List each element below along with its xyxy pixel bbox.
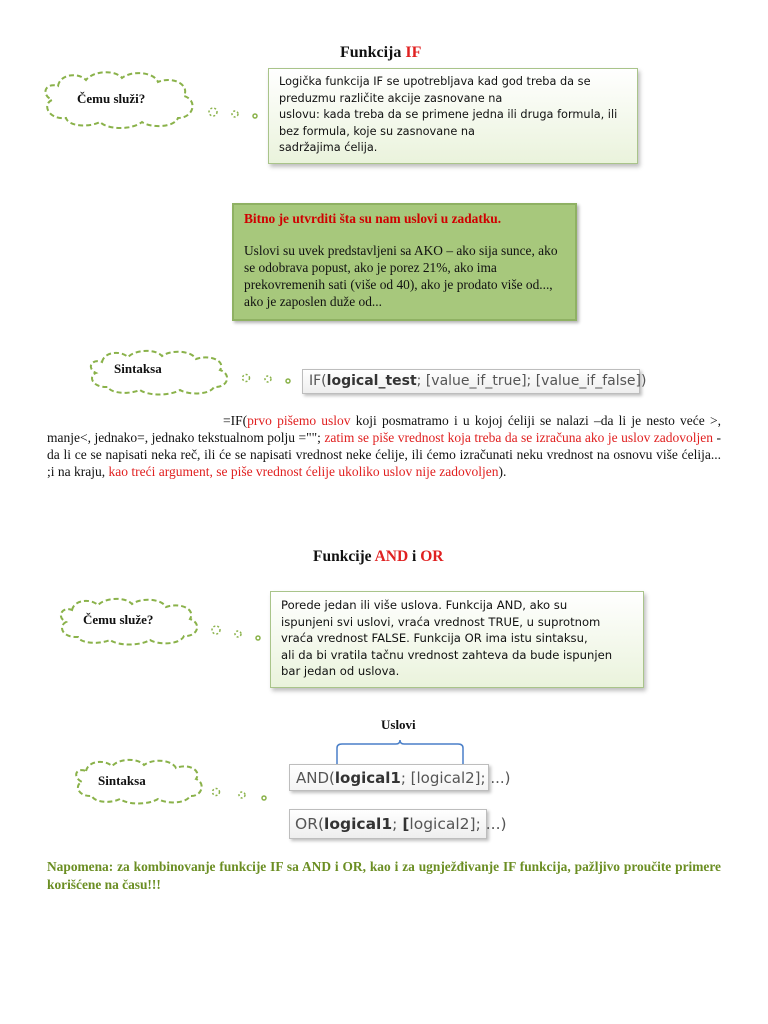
- if-desc-line: preduzmu različite akcije zasnovane na: [279, 91, 503, 105]
- if-desc-line: Logička funkcija IF se upotrebljava kad god treba da se: [279, 75, 591, 88]
- if-syntax-box: IF(logical_test; [value_if_true]; [value_if_false]): [302, 369, 640, 394]
- and-or-desc-line: vraća vrednost FALSE. Funkcija OR ima istu sintaksu,: [281, 631, 588, 645]
- and-or-desc-line: ali da bi vratila tačnu vrednost zahteva da bude ispunjen: [281, 647, 613, 662]
- if-highlight: IF: [405, 44, 422, 61]
- cloud-label-cemu-sluze: Čemu služe?: [83, 612, 154, 627]
- and-or-description-box: [270, 591, 644, 688]
- cloud-label-sintaksa: Sintaksa: [114, 361, 162, 376]
- section2-title: Funkcije AND i OR: [313, 548, 444, 565]
- cloud-label-cemu-sluzi: Čemu služi?: [77, 91, 146, 106]
- thought-dots-2: [238, 368, 298, 388]
- thought-dots-4: [208, 782, 272, 806]
- if-desc-line: bez formula, koje su zasnovane na: [279, 124, 475, 138]
- or-syntax-arg1: logical1: [324, 815, 393, 833]
- thought-dots-1: [205, 102, 265, 122]
- or-syntax-box: OR(logical1; [logical2]; ...): [289, 809, 487, 839]
- conditions-text: Uslovi su uvek predstavljeni sa AKO – ako sija sunce, ako se odobrava popust, ako je porez 21%, ako ima prekovremenih sati (više od 40), ako je prodato više od..., ako je zaposlen duže od...: [244, 243, 558, 309]
- and-syntax-box: AND(logical1; [logical2]; ...): [289, 764, 489, 791]
- if-explanation-paragraph: =IF(prvo pišemo uslov koji posmatramo i u kojoj ćeliji se nalazi –da li je nesto veće >, manje<, jednako=, jednako tekstualnom polju =""; zatim se piše vrednost koja treba da se izračuna ako je uslov zadovoljen - da li ce se napisati neka reč, ili će se napisati vrednost neke ćelije, ili ćemo izračunati neku vrednost na osnovu više ćelija... ;i na kraju, kao treći argument, se piše vrednost ćelije ukoliko uslov nije zadovoljen).: [47, 413, 721, 479]
- section1-title: Funkcija IF: [340, 44, 422, 61]
- and-syntax-arg1: logical1: [334, 769, 401, 787]
- if-syntax-arg1: logical_test: [326, 373, 417, 389]
- bracket-label-uslovi: Uslovi: [381, 717, 416, 732]
- if-desc-line: uslovu: kada treba da se primene jedna ili druga formula, ili: [279, 108, 618, 121]
- conditions-box: [232, 203, 577, 321]
- and-or-desc-line: bar jedan od uslova.: [281, 664, 400, 678]
- cloud-label-sintaksa-2: Sintaksa: [98, 773, 146, 788]
- conditions-heading: Bitno je utvrditi šta su nam uslovi u zadatku.: [244, 211, 502, 226]
- and-or-desc-line: ispunjeni svi uslovi, vraća vrednost TRUE, u suprotnom: [281, 614, 601, 629]
- if-desc-line: sadržajima ćelija.: [279, 141, 378, 154]
- and-or-desc-line: Porede jedan ili više uslova. Funkcija AND, ako su: [281, 598, 568, 612]
- thought-dots-3: [208, 620, 268, 646]
- note-paragraph: Napomena: za kombinovanje funkcije IF sa AND i OR, kao i za ugnježđivanje IF funkcija, pažljivo proučite primere korišćene na času!!!: [47, 859, 721, 892]
- if-description-box: [268, 68, 638, 164]
